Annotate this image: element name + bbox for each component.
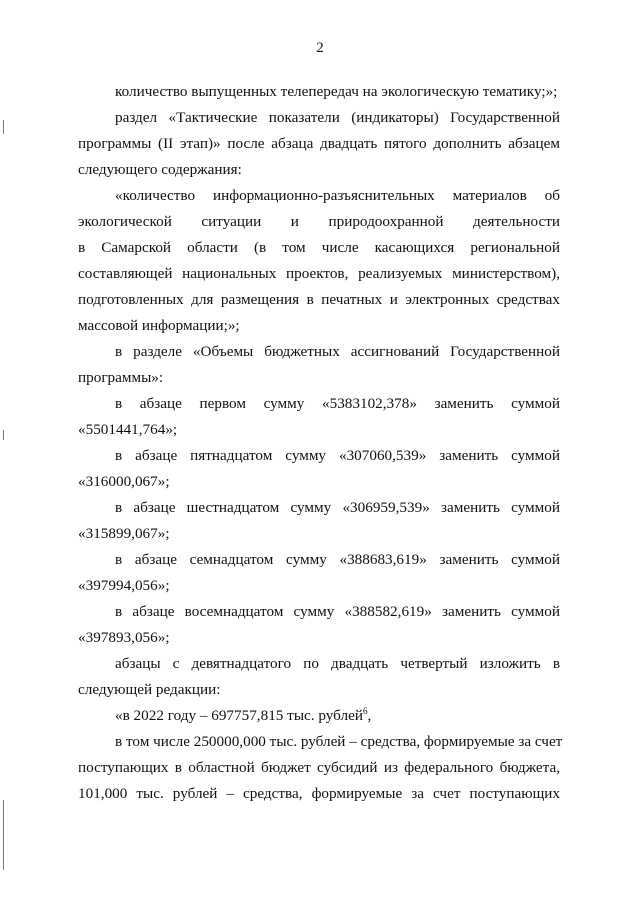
paragraph (78, 651, 560, 703)
text-line: абзацы с девятнадцатого по двадцать четвертый изложить в (115, 655, 560, 672)
text-fragment: «в 2022 году – 697757,815 тыс. рублей (115, 707, 363, 724)
text-line: количество выпущенных телепередач на экологическую тематику;»; (115, 83, 558, 100)
text-line: раздел «Тактические показатели (индикаторы) Государственной (115, 109, 560, 126)
paragraph (78, 443, 560, 495)
text-line: «5501441,764»; (78, 421, 178, 438)
text-line: 101,000 тыс. рублей – средства, формируемые за счет поступающих (78, 785, 560, 802)
paragraph (78, 183, 560, 339)
scan-edge-mark (3, 120, 4, 134)
footnote-marker: 6 (362, 705, 368, 716)
paragraph (78, 391, 560, 443)
text-line: «315899,067»; (78, 525, 170, 542)
paragraph (78, 495, 560, 547)
text-line: «количество информационно-разъяснительных материалов об (115, 187, 560, 204)
scan-edge-mark (3, 430, 4, 440)
text-line: подготовленных для размещения в печатных и электронных средствах (78, 291, 560, 308)
text-line: «397893,056»; (78, 629, 170, 646)
paragraph (78, 79, 560, 105)
text-line: составляющей национальных проектов, реализуемых министерством), (78, 265, 560, 282)
paragraph (78, 729, 563, 807)
paragraph (78, 105, 560, 183)
text-line: следующей редакции: (78, 681, 221, 698)
scan-edge-mark (3, 800, 4, 870)
page-number: 2 (316, 40, 324, 56)
text-line: в абзаце шестнадцатом сумму «306959,539» заменить суммой (115, 499, 560, 516)
text-line: следующего содержания: (78, 161, 242, 178)
text-line: в абзаце пятнадцатом сумму «307060,539» заменить суммой (115, 447, 560, 464)
text-line: программы (II этап)» после абзаца двадцать пятого дополнить абзацем (78, 135, 560, 152)
text-line: «316000,067»; (78, 473, 170, 490)
text-line: в абзаце первом сумму «5383102,378» заменить суммой (115, 395, 560, 412)
paragraph (78, 547, 560, 599)
text-line: поступающих в областной бюджет субсидий из федерального бюджета, (78, 759, 560, 776)
text-line: в абзаце семнадцатом сумму «388683,619» заменить суммой (115, 551, 560, 568)
text-fragment: , (367, 707, 372, 724)
text-line (78, 703, 560, 729)
text-line: массовой информации;»; (78, 317, 240, 334)
text-line: в абзаце восемнадцатом сумму «388582,619» заменить суммой (115, 603, 560, 620)
paragraph (78, 703, 560, 729)
text-line: экологической ситуации и природоохранной деятельности (78, 213, 560, 230)
paragraph (78, 339, 560, 391)
text-line: в Самарской области (в том числе касающихся региональной (78, 239, 560, 256)
text-line: «397994,056»; (78, 577, 170, 594)
paragraph (78, 599, 560, 651)
text-line: в том числе 250000,000 тыс. рублей – средства, формируемые за счет (115, 733, 563, 750)
text-line: в разделе «Объемы бюджетных ассигнований Государственной (115, 343, 560, 360)
text-line: программы»: (78, 369, 164, 386)
